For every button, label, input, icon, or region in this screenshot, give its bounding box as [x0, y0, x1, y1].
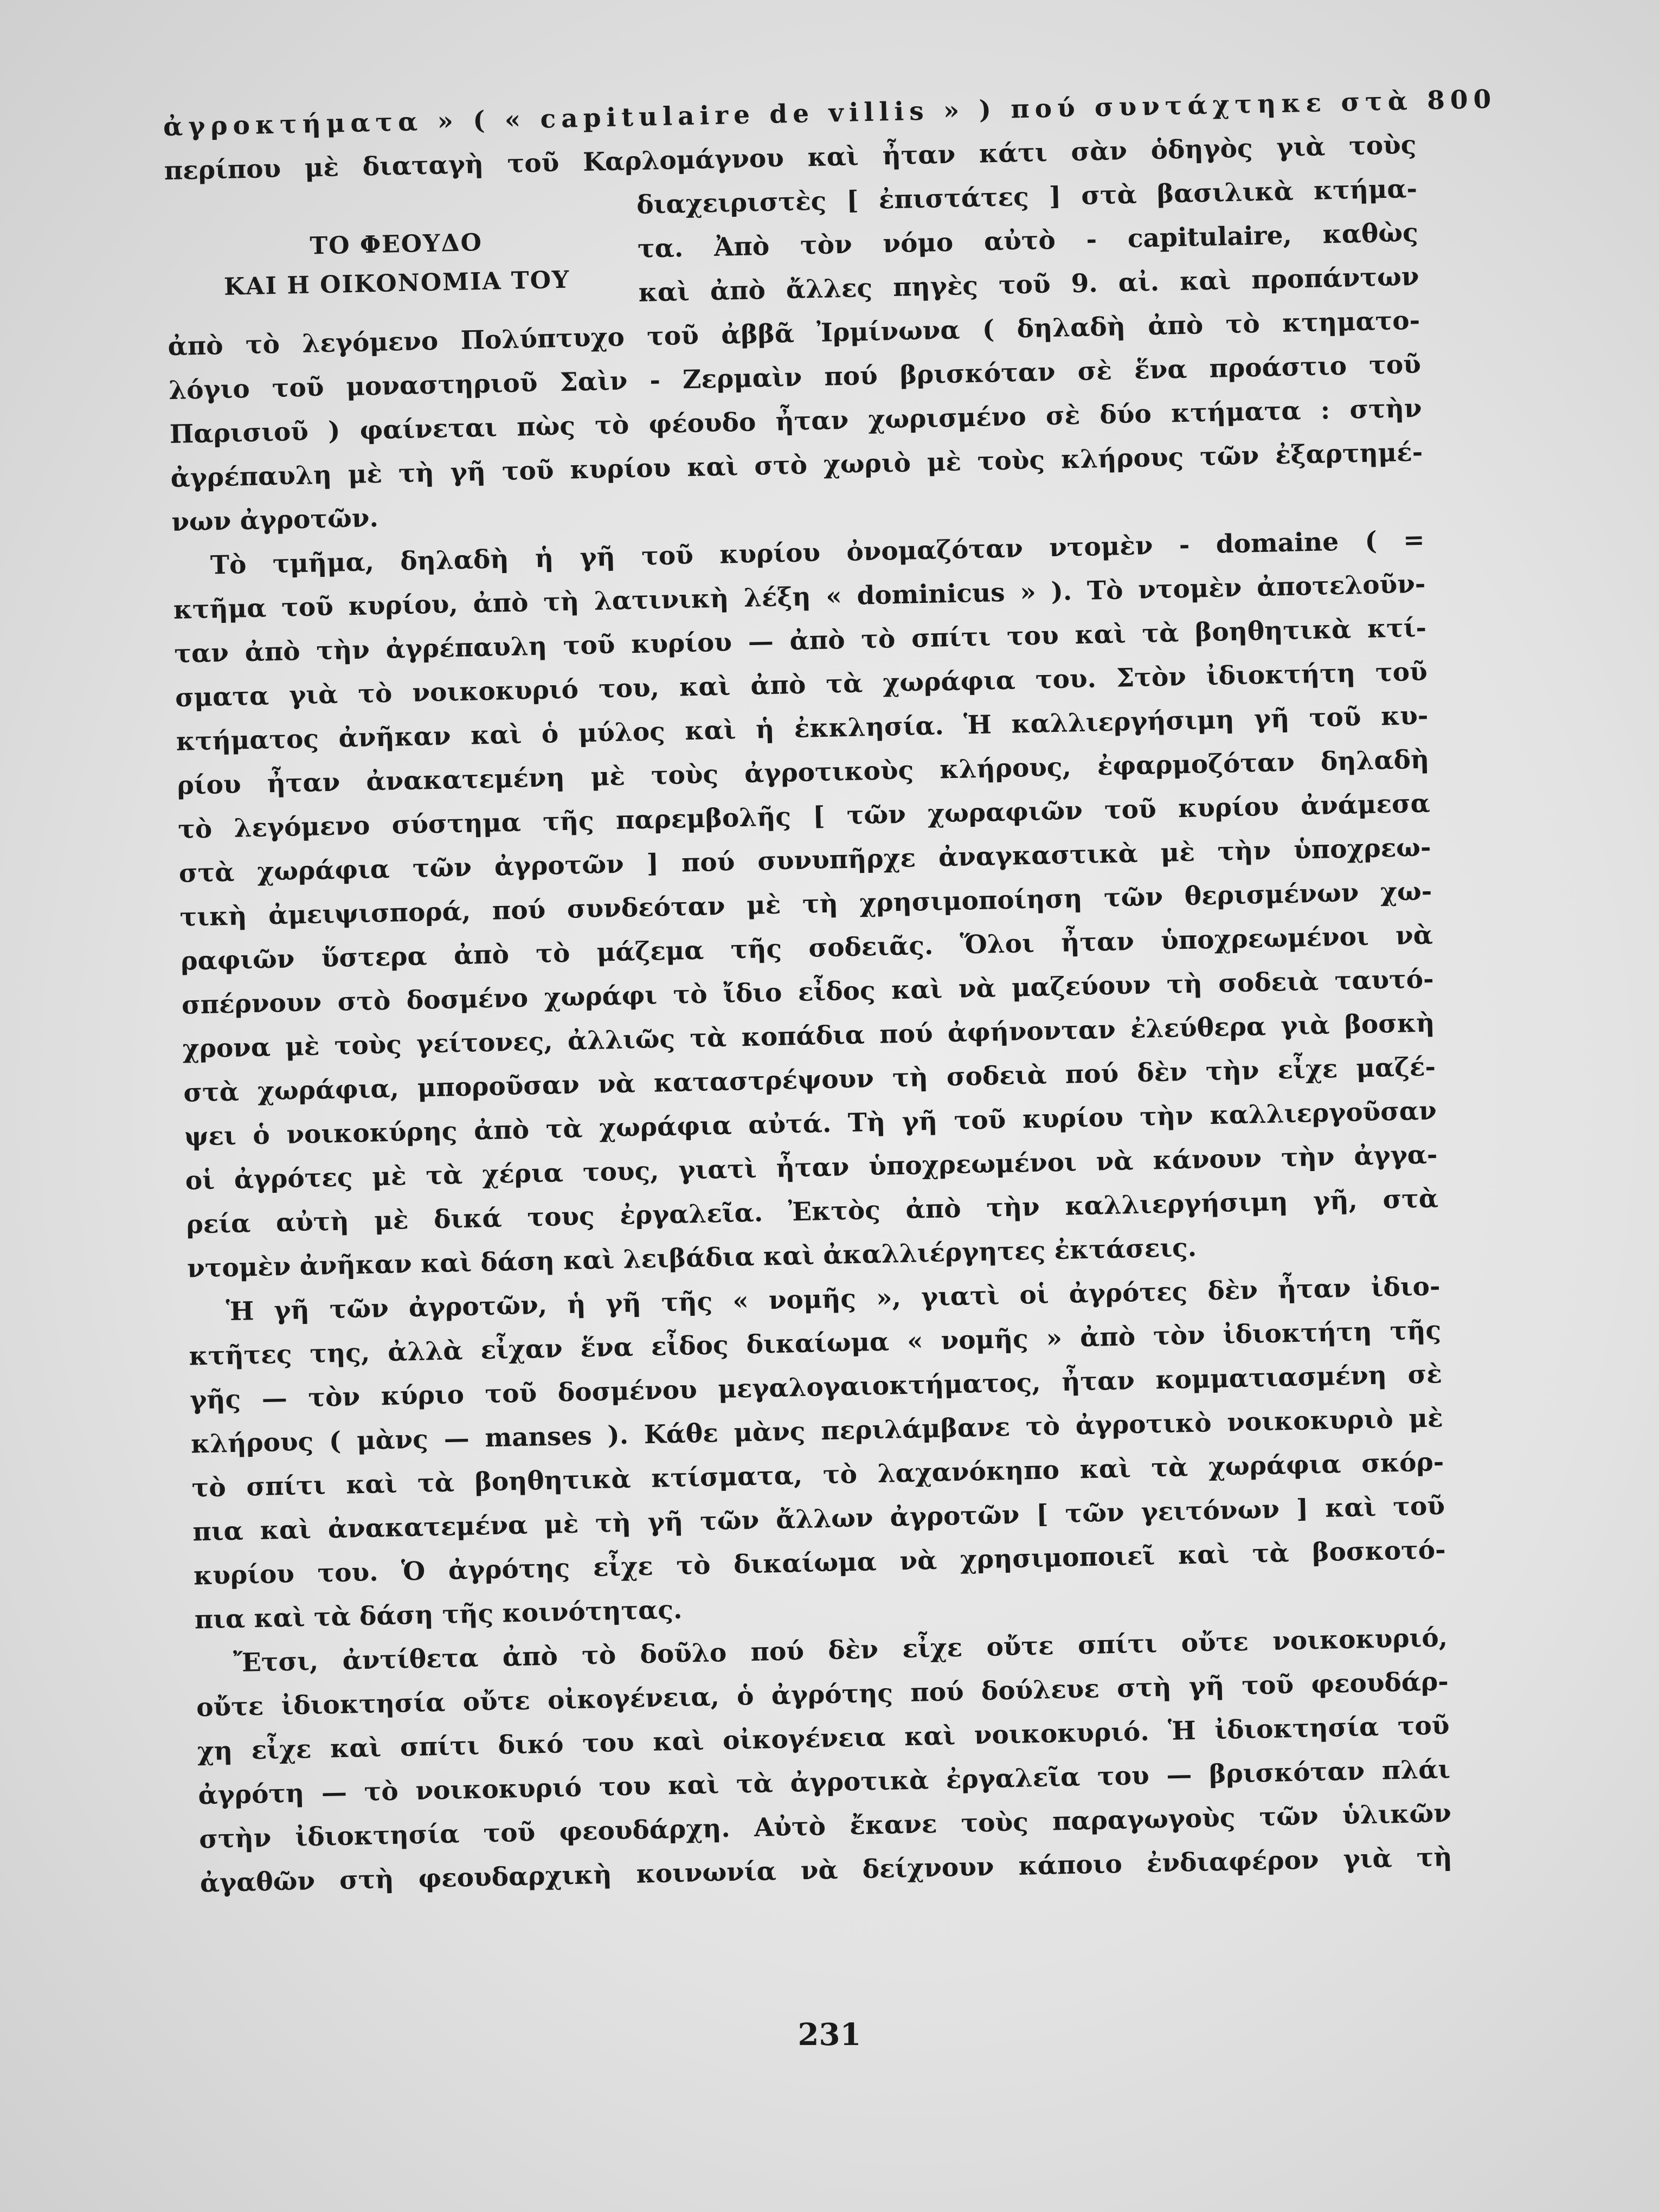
text-line: κλήρους ( μὰνς — manses ). Κάθε μὰνς περιλάμβανε τὸ ἀγροτικὸ νοικοκυριὸ μὲ — [190, 1403, 1444, 1459]
section-heading-line-2: ΚΑΙ Η ΟΙΚΟΝΟΜΙΑ ΤΟΥ — [223, 266, 570, 301]
text-line: οὔτε ἰδιοκτησία οὔτε οἰκογένεια, ὁ ἀγρότης πού δούλευε στὴ γῆ τοῦ φεουδάρ- — [196, 1667, 1449, 1723]
text-line: ἀγρέπαυλη μὲ τὴ γῆ τοῦ κυρίου καὶ στὸ χωριὸ μὲ τοὺς κλήρους τῶν ἐξαρτημέ- — [170, 437, 1423, 494]
text-line: σματα γιὰ τὸ νοικοκυριό του, καὶ ἀπὸ τὰ χωράφια του. Στὸν ἰδιοκτήτη τοῦ — [175, 657, 1428, 713]
text-line: τα. Ἀπὸ τὸν νόμο αὐτὸ - capitulaire, καθὼς — [637, 217, 1419, 264]
text-line: ἀγαθῶν στὴ φεουδαρχικὴ κοινωνία νὰ δείχνουν κάποιο ἐνδιαφέρον γιὰ τὴ — [200, 1842, 1453, 1899]
text-line: στὰ χωράφια, μποροῦσαν νὰ καταστρέψουν τὴ σοδειὰ πού δὲν τὴν εἶχε μαζέ- — [183, 1052, 1436, 1108]
text-line: πια καὶ τὰ δάση τῆς κοινότητας. — [194, 1594, 683, 1635]
text-line: Παρισιοῦ ) φαίνεται πὼς τὸ φέουδο ἦταν χωρισμένο σὲ δύο κτήματα : στὴν — [169, 393, 1423, 450]
paragraph-start-line: Ἔτσι, ἀντίθετα ἀπὸ τὸ δοῦλο πού δὲν εἶχε οὔτε σπίτι οὔτε νοικοκυριό, — [233, 1623, 1448, 1679]
text-line: ἀγρότη — τὸ νοικοκυριό του καὶ τὰ ἀγροτικὰ ἐργαλεῖα του — βρισκόταν πλάι — [197, 1754, 1451, 1811]
text-line: ψει ὁ νοικοκύρης ἀπὸ τὰ χωράφια αὐτά. Τὴ γῆ τοῦ κυρίου τὴν καλλιεργοῦσαν — [184, 1096, 1437, 1152]
text-line: τικὴ ἀμειψισπορά, πού συνδεόταν μὲ τὴ χρησιμοποίηση τῶν θερισμένων χω- — [179, 876, 1432, 933]
text-line: σπέρνουν στὸ δοσμένο χωράφι τὸ ἴδιο εἶδος καὶ νὰ μαζεύουν τὴ σοδειὰ ταυτό- — [181, 964, 1435, 1020]
text-line: ἀπὸ τὸ λεγόμενο Πολύπτυχο τοῦ ἀββᾶ Ἰρμίνωνα ( δηλαδὴ ἀπὸ τὸ κτηματο- — [168, 305, 1420, 362]
text-line: χρονα μὲ τοὺς γείτονες, ἀλλιῶς τὰ κοπάδια πού ἀφήνονταν ἐλεύθερα γιὰ βοσκὴ — [182, 1008, 1435, 1064]
text-line: κτήματος ἀνῆκαν καὶ ὁ μύλος καὶ ἡ ἐκκλησία. Ἡ καλλιεργήσιμη γῆ τοῦ κυ- — [176, 700, 1429, 757]
text-line: ἀγροκτήματα » ( « capitulaire de villis » ) πού συντάχτηκε στὰ 800 — [163, 84, 1497, 143]
section-heading-line-1: ΤΟ ΦΕΟΥΔΟ — [309, 228, 483, 260]
text-line: λόγιο τοῦ μοναστηριοῦ Σαὶν - Ζερμαὶν πού βρισκόταν σὲ ἕνα προάστιο τοῦ — [168, 349, 1422, 406]
text-line: κτῆτες της, ἀλλὰ εἶχαν ἕνα εἶδος δικαίωμα « νομῆς » ἀπὸ τὸν ἰδιοκτήτη τῆς — [189, 1315, 1442, 1372]
text-line: πια καὶ ἀνακατεμένα μὲ τὴ γῆ τῶν ἄλλων ἀγροτῶν [ τῶν γειτόνων ] καὶ τοῦ — [192, 1491, 1445, 1547]
paragraph-start-line: Τὸ τμῆμα, δηλαδὴ ἡ γῆ τοῦ κυρίου ὀνομαζόταν ντομὲν - domaine ( = — [210, 525, 1425, 581]
text-line: ρίου ἦταν ἀνακατεμένη μὲ τοὺς ἀγροτικοὺς κλήρους, ἐφαρμοζόταν δηλαδὴ — [176, 744, 1430, 801]
text-line: χη εἶχε καὶ σπίτι δικό του καὶ οἰκογένεια καὶ νοικοκυριό. Ἡ ἰδιοκτησία τοῦ — [197, 1711, 1450, 1767]
text-line: ντομὲν ἀνῆκαν καὶ δάση καὶ λειβάδια καὶ ἀκαλλιέργητες ἐκτάσεις. — [187, 1232, 1197, 1284]
text-line: γῆς — τὸν κύριο τοῦ δοσμένου μεγαλογαιοκτήματος, ἦταν κομματιασμένη σὲ — [189, 1359, 1443, 1416]
text-line: ταν ἀπὸ τὴν ἀγρέπαυλη τοῦ κυρίου — ἀπὸ τὸ σπίτι του καὶ τὰ βοηθητικὰ κτί- — [173, 613, 1427, 669]
text-line: τὸ λεγόμενο σύστημα τῆς παρεμβολῆς [ τῶν χωραφιῶν τοῦ κυρίου ἀνάμεσα — [177, 788, 1431, 845]
text-line: στὰ χωράφια τῶν ἀγροτῶν ] πού συνυπῆρχε ἀναγκαστικὰ μὲ τὴν ὑποχρεω- — [178, 832, 1432, 889]
text-line: ρεία αὐτὴ μὲ δικά τους ἐργαλεῖα. Ἐκτὸς ἀπὸ τὴν καλλιεργήσιμη γῆ, στὰ — [185, 1184, 1439, 1240]
text-line: ραφιῶν ὕστερα ἀπὸ τὸ μάζεμα τῆς σοδειᾶς. Ὅλοι ἦταν ὑποχρεωμένοι νὰ — [180, 920, 1433, 976]
paragraph-start-line: Ἡ γῆ τῶν ἀγροτῶν, ἡ γῆ τῆς « νομῆς », γιατὶ οἱ ἀγρότες δὲν ἦταν ἰδιο- — [226, 1271, 1441, 1327]
text-line: διαχειριστὲς [ ἐπιστάτες ] στὰ βασιλικὰ κτήμα- — [636, 173, 1418, 220]
text-line: περίπου μὲ διαταγὴ τοῦ Καρλομάγνου καὶ ἦταν κάτι σὰν ὁδηγὸς γιὰ τοὺς — [164, 130, 1417, 187]
page-body — [163, 79, 1497, 1906]
text-line: νων ἀγροτῶν. — [171, 503, 379, 538]
text-line: τὸ σπίτι καὶ τὰ βοηθητικὰ κτίσματα, τὸ λαχανόκηπο καὶ τὰ χωράφια σκόρ- — [191, 1447, 1444, 1503]
section-heading — [165, 220, 628, 308]
text-line: κυρίου του. Ὁ ἀγρότης εἶχε τὸ δικαίωμα νὰ χρησιμοποιεῖ καὶ τὰ βοσκοτό- — [193, 1535, 1446, 1591]
text-line: κτῆμα τοῦ κυρίου, ἀπὸ τὴ λατινικὴ λέξη « dominicus » ). Τὸ ντομὲν ἀποτελοῦν- — [173, 569, 1426, 625]
text-line: στὴν ἰδιοκτησία τοῦ φεουδάρχη. Αὐτὸ ἔκανε τοὺς παραγωγοὺς τῶν ὑλικῶν — [198, 1798, 1452, 1855]
text-line: καὶ ἀπὸ ἄλλες πηγὲς τοῦ 9. αἰ. καὶ προπάντων — [638, 261, 1419, 308]
text-line: οἱ ἀγρότες μὲ τὰ χέρια τους, γιατὶ ἦταν ὑποχρεωμένοι νὰ κάνουν τὴν ἀγγα- — [185, 1140, 1438, 1196]
page-number: 231 — [798, 2017, 861, 2053]
